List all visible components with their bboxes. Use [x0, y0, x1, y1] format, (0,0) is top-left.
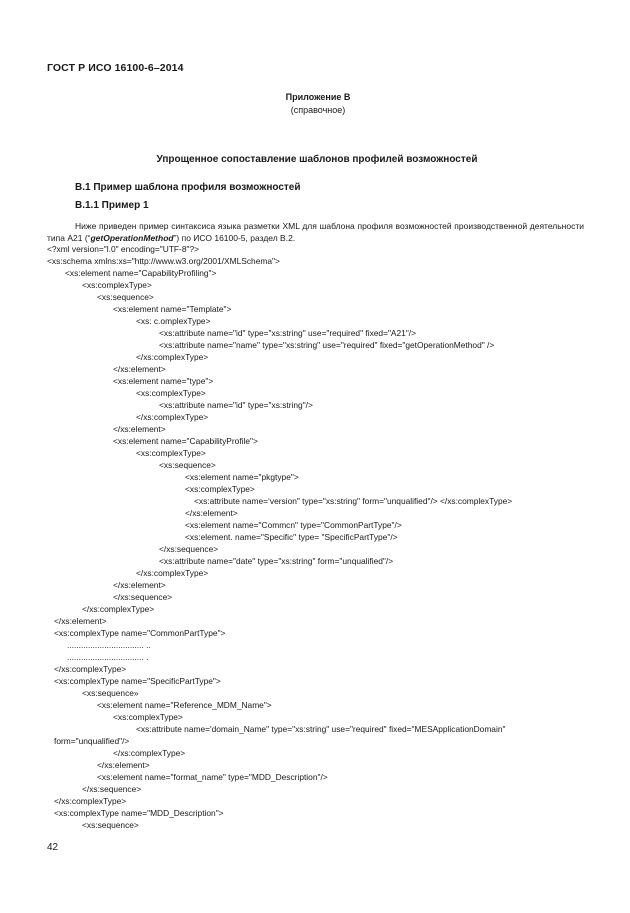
code-line: ................................. .	[67, 652, 149, 662]
code-line: <xs: c.omplexType>	[136, 316, 211, 326]
code-line: <xs:complexType>	[136, 388, 206, 398]
code-line: </xs:sequence>	[113, 592, 173, 602]
code-line: </xs:element>	[113, 424, 166, 434]
code-line: <?xml version="l.0" encoding="UTF-8"?>	[47, 244, 200, 254]
code-line: <xs:element. name="Specific" type= "SpecificPartType"/>	[185, 532, 398, 542]
code-line: </xs:element>	[185, 508, 238, 518]
code-line: <xs:attribute name="id" type="xs:string" use="required" fixed="A21"/>	[159, 328, 417, 338]
code-line: <xs:complexType name="SpecificPartType">	[54, 676, 221, 686]
code-line: form="unqualified"/>	[54, 736, 130, 746]
code-line: </xs:complexType>	[113, 748, 186, 758]
intro-text-before: Ниже приведен пример синтаксиса языка разметки XML для шаблона профиля возможностей производственной деятельности типа А21 (“	[47, 221, 584, 243]
code-line: <xs:element name="CapabilityProfile">	[113, 436, 258, 446]
code-line: </xs:element>	[54, 616, 107, 626]
code-line: <xs:attribute name="id" type="xs:string"/>	[159, 400, 313, 410]
code-line: </xs:complexType>	[54, 796, 127, 806]
code-line: </xs:sequence>	[159, 544, 219, 554]
code-line: <xs:complexType>	[82, 280, 152, 290]
code-line: </xs:complexType>	[136, 352, 209, 362]
code-line: <xs:element name="type">	[113, 376, 214, 386]
code-line: </xs:complexType>	[136, 568, 209, 578]
code-line: <xs:sequence>	[97, 292, 154, 302]
code-line: <xs:attribute name="date" type="xs:string" form="unqualified"/>	[159, 556, 394, 566]
code-line: <xs:attribute name=‘version" type="xs:string" form="unqualified"/> </xs:complexType>	[194, 496, 513, 506]
code-line: <xs:complexType name="MDD_Description">	[54, 808, 224, 818]
code-line: </xs:element>	[113, 580, 166, 590]
code-line: <xs:element name="Reference_MDM_Name">	[97, 700, 272, 710]
code-line: <xs:element name="format_name" type="MDD_Description"/>	[97, 772, 328, 782]
code-line: <xs:element name="Commcn" type="CommonPartType"/>	[185, 520, 402, 530]
code-line: <xs:sequence»	[82, 688, 139, 698]
code-line: <xs:element name="pkgtype">	[185, 472, 299, 482]
code-line: </xs:complexType>	[54, 664, 127, 674]
code-line: <xs:complexType>	[185, 484, 255, 494]
annex-title: Приложение В	[285, 92, 351, 102]
code-line: </xs:complexType>	[82, 604, 155, 614]
code-line: <xs:complexType>	[113, 712, 183, 722]
intro-emphasis: getOperationMethod	[90, 233, 174, 243]
code-line: </xs:element>	[97, 760, 150, 770]
code-line: <xs:attribute name='domain_Name" type="xs:string" use="required" fixed="MESApplicationDomain"	[136, 724, 506, 734]
code-line: <xs:schema xmlns:xs="http://www.w3.org/2001/XMLSchema">	[47, 256, 280, 266]
annex-subtitle: (справочное)	[290, 105, 346, 115]
page-number: 42	[47, 842, 59, 853]
code-line: <xs:attribute name="name" type="xs:string" use="required" fixed="getOperationMethod" />	[159, 340, 495, 350]
code-line: </xs:complexType>	[136, 412, 209, 422]
code-line: </xs:element>	[113, 364, 166, 374]
section-heading-b1: В.1 Пример шаблона профиля возможностей	[75, 182, 301, 193]
document-header: ГОСТ Р ИСО 16100-6–2014	[47, 62, 184, 74]
intro-paragraph	[47, 220, 584, 244]
code-line: <xs:sequence>	[159, 460, 216, 470]
document-title: Упрощенное сопоставление шаблонов профилей возможностей	[156, 154, 478, 165]
section-heading-b11: В.1.1 Пример 1	[75, 200, 149, 211]
code-line: <xs:element name="Template">	[113, 304, 232, 314]
xml-code-block	[47, 243, 512, 831]
code-line: </xs:sequence>	[82, 784, 142, 794]
code-line: <xs:complexType name="CommonPartType">	[54, 628, 226, 638]
code-line: ................................. ..	[67, 640, 151, 650]
code-line: <xs:element name="CapabilityProfiling">	[65, 268, 217, 278]
intro-text-after: ”) по ИСО 16100-5, раздел В.2.	[173, 233, 296, 243]
code-line: <xs:complexType>	[136, 448, 206, 458]
code-line: <xs:sequence>	[82, 820, 139, 830]
